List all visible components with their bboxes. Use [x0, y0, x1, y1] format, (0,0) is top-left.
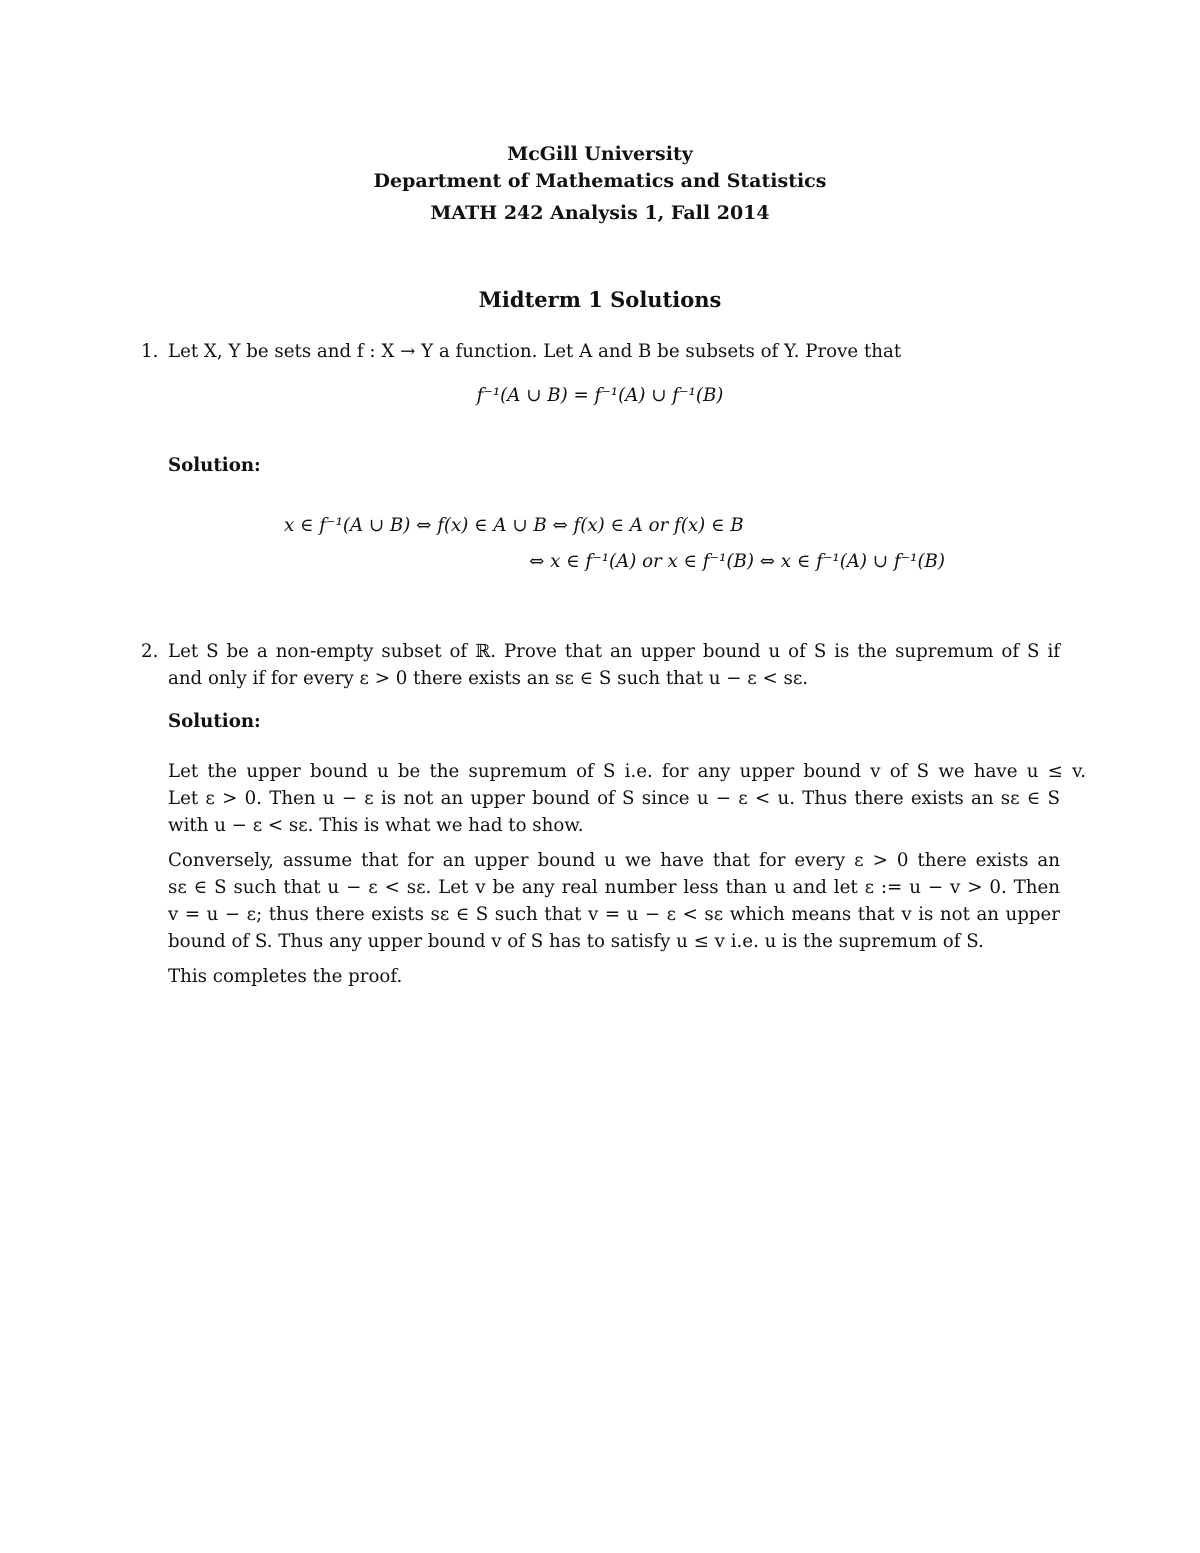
paragraph-line: with u − ε < sε. This is what we had to show. — [168, 815, 584, 836]
question-2-statement-line-2: and only if for every ε > 0 there exists an sε ∈ S such that u − ε < sε. — [168, 668, 809, 689]
question-1-solution-label: Solution: — [168, 455, 261, 476]
question-1-number: 1. — [141, 341, 159, 362]
paragraph-line: v = u − ε; thus there exists sε ∈ S such that v = u − ε < sε which means that v is not an upper — [168, 904, 1060, 925]
question-1-solution-line-2: ⇔ x ∈ f⁻¹(A) or x ∈ f⁻¹(B) ⇔ x ∈ f⁻¹(A) ∪ f⁻¹(B) — [529, 551, 945, 572]
question-1-statement: Let X, Y be sets and f : X → Y a function. Let A and B be subsets of Y. Prove that — [168, 341, 902, 362]
department-name: Department of Mathematics and Statistics — [373, 170, 827, 192]
question-2-number: 2. — [141, 641, 159, 662]
document-title: Midterm 1 Solutions — [478, 287, 722, 312]
paragraph-line: Let the upper bound u be the supremum of S i.e. for any upper bound v of S we have u ≤ v. — [168, 761, 1086, 782]
question-2-solution-label: Solution: — [168, 711, 261, 732]
paragraph-line: Let ε > 0. Then u − ε is not an upper bound of S since u − ε < u. Thus there exists an sε ∈ S — [168, 788, 1060, 809]
paragraph-line: Conversely, assume that for an upper bound u we have that for every ε > 0 there exists an — [168, 850, 1060, 871]
course-title: MATH 242 Analysis 1, Fall 2014 — [430, 202, 770, 224]
university-name: McGill University — [507, 143, 693, 165]
question-1-solution-line-1: x ∈ f⁻¹(A ∪ B) ⇔ f(x) ∈ A ∪ B ⇔ f(x) ∈ A or f(x) ∈ B — [284, 515, 744, 536]
paragraph-line: bound of S. Thus any upper bound v of S has to satisfy u ≤ v i.e. u is the supremum of S. — [168, 931, 984, 952]
closing-statement: This completes the proof. — [168, 966, 403, 987]
question-2-statement-line-1: Let S be a non-empty subset of ℝ. Prove that an upper bound u of S is the supremum of S if — [168, 641, 1060, 662]
paragraph-line: sε ∈ S such that u − ε < sε. Let v be any real number less than u and let ε := u − v > 0. Then — [168, 877, 1060, 898]
question-1-display-equation: f⁻¹(A ∪ B) = f⁻¹(A) ∪ f⁻¹(B) — [476, 385, 724, 406]
